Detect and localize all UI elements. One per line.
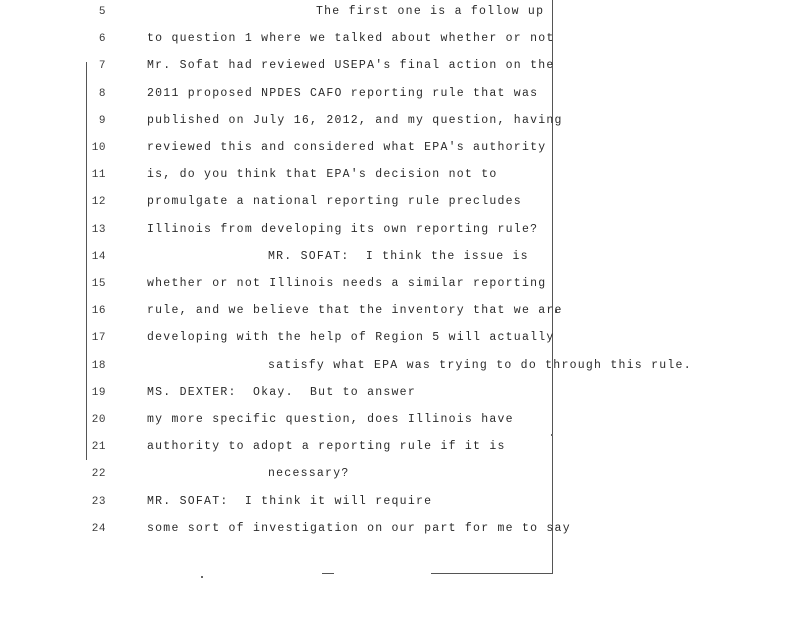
transcript-line: published on July 16, 2012, and my question, having: [147, 113, 563, 127]
transcript-line: MS. DEXTER: Okay. But to answer: [147, 385, 416, 399]
transcript-line: rule, and we believe that the inventory that we are: [147, 304, 563, 318]
line-number: 16: [91, 305, 106, 318]
footer-dash: [322, 573, 334, 574]
transcript-line: authority to adopt a reporting rule if it is: [147, 440, 506, 454]
line-number: 9: [98, 114, 106, 127]
transcript-line: reviewed this and considered what EPA's authority: [147, 141, 547, 154]
transcript-line: is, do you think that EPA's decision not to: [147, 168, 498, 182]
transcript-line: promulgate a national reporting rule precludes: [147, 195, 522, 209]
transcript-line: whether or not Illinois needs a similar reporting: [147, 277, 547, 290]
line-number: 23: [91, 495, 106, 508]
line-number: 14: [91, 250, 106, 263]
transcript-line: satisfy what EPA was trying to do through this rule.: [268, 358, 692, 372]
transcript-line: Illinois from developing its own reporting rule?: [147, 222, 539, 236]
transcript-line: my more specific question, does Illinois have: [147, 413, 514, 426]
transcript-line: 2011 proposed NPDES CAFO reporting rule that was: [147, 86, 539, 100]
scan-speck: [551, 434, 553, 436]
right-margin-line: [552, 0, 553, 574]
line-number: 18: [91, 359, 106, 372]
line-number: 13: [91, 223, 106, 236]
transcript-line: to question 1 where we talked about whether or not: [147, 32, 555, 46]
transcript-line: necessary?: [268, 467, 350, 481]
line-number: 24: [91, 522, 106, 535]
line-number: 7: [98, 60, 106, 73]
transcript-line: The first one is a follow up: [316, 5, 545, 18]
transcript-line: developing with the help of Region 5 will actually: [147, 331, 555, 345]
line-number: 19: [91, 386, 106, 399]
line-number: 5: [98, 6, 106, 18]
transcript-line: MR. SOFAT: I think it will require: [147, 494, 433, 508]
scan-speck: [201, 576, 203, 578]
line-number: 22: [91, 468, 106, 481]
line-number: 20: [91, 414, 106, 426]
transcript-line: MR. SOFAT: I think the issue is: [268, 249, 529, 263]
line-number: 11: [91, 169, 106, 182]
transcript-line: some sort of investigation on our part for me to say: [147, 521, 571, 535]
line-number: 10: [91, 142, 106, 154]
line-number: 15: [91, 278, 106, 290]
bottom-margin-line: [431, 573, 552, 574]
line-number: 6: [98, 33, 106, 46]
line-number: 21: [91, 441, 106, 454]
line-number: 8: [98, 87, 106, 100]
transcript-line: Mr. Sofat had reviewed USEPA's final action on the: [147, 59, 555, 73]
line-number: 12: [91, 196, 106, 209]
line-number: 17: [91, 332, 106, 345]
